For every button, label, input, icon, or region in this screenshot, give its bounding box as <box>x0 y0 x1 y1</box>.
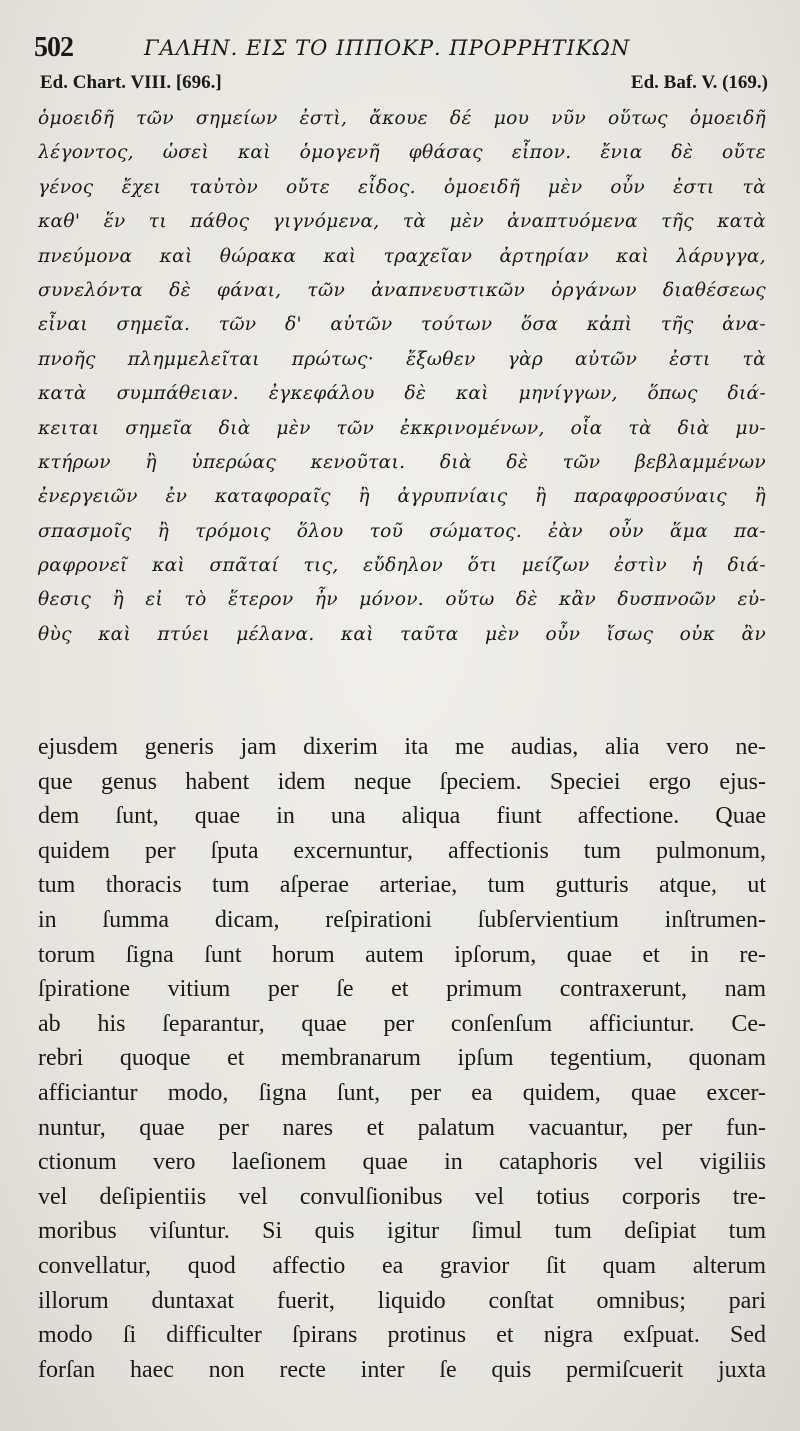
latin-line: nuntur, quae per nares et palatum vacuantur, per fun- <box>38 1114 766 1141</box>
latin-line: afficiantur modo, ſigna ſunt, per ea quidem, quae excer- <box>38 1079 766 1106</box>
latin-line: convellatur, quod affectio ea gravior ſit quam alterum <box>38 1252 766 1279</box>
latin-line: dem ſunt, quae in una aliqua fiunt affectione. Quae <box>38 803 766 830</box>
greek-line: καθ' ἕν τι πάθος γιγνόμενα, τὰ μὲν ἀναπτυόμενα τῆς κατὰ <box>38 211 766 233</box>
latin-line: vel deſipientiis vel convulſionibus vel totius corporis tre- <box>38 1183 766 1210</box>
latin-line: illorum duntaxat fuerit, liquido conſtat omnibus; pari <box>38 1287 766 1314</box>
greek-line: γένος ἔχει ταὐτὸν οὔτε εἶδος. ὁμοειδῆ μὲν οὖν ἐστι τὰ <box>38 176 766 198</box>
latin-line: ab his ſeparantur, quae per conſenſum afficiuntur. Ce- <box>38 1010 766 1037</box>
latin-line: torum ſigna ſunt horum autem ipſorum, quae et in re- <box>38 941 766 968</box>
latin-line: rebri quoque et membranarum ipſum tegentium, quonam <box>38 1045 766 1072</box>
latin-text-block <box>38 730 766 1387</box>
running-head <box>34 32 764 68</box>
greek-line: λέγοντος, ὡσεὶ καὶ ὁμογενῆ φθάσας εἶπον. ἔνια δὲ οὔτε <box>38 142 766 164</box>
greek-line: πνεύμονα καὶ θώρακα καὶ τραχεῖαν ἀρτηρίαν καὶ λάρυγγα, <box>38 245 766 267</box>
latin-line: modo ſi difficulter ſpirans protinus et nigra exſpuat. Sed <box>38 1322 766 1349</box>
latin-line: moribus viſuntur. Si quis igitur ſimul tum deſipiat tum <box>38 1218 766 1245</box>
greek-text-block <box>38 102 766 652</box>
edition-chartier-reference: Ed. Chart. VIII. [696.] <box>40 72 222 93</box>
latin-line: que genus habent idem neque ſpeciem. Speciei ergo ejus- <box>38 768 766 795</box>
latin-line: tum thoracis tum aſperae arteriae, tum gutturis atque, ut <box>38 872 766 899</box>
greek-line: ὁμοειδῆ τῶν σημείων ἐστὶ, ἄκουε δέ μου νῦν οὕτως ὁμοειδῆ <box>38 108 766 129</box>
latin-line: ctionum vero laeſionem quae in cataphoris vel vigiliis <box>38 1149 766 1176</box>
latin-line: ſpiratione vitium per ſe et primum contraxerunt, nam <box>38 976 766 1003</box>
greek-line: κτήρων ἢ ὑπερώας κενοῦται. διὰ δὲ τῶν βεβλαμμένων <box>38 451 766 473</box>
greek-line: συνελόντα δὲ φάναι, τῶν ἀναπνευστικῶν ὀργάνων διαθέσεως <box>38 279 766 301</box>
greek-line: κατὰ συμπάθειαν. ἐγκεφάλου δὲ καὶ μηνίγγων, ὅπως διά- <box>38 383 766 405</box>
greek-line: ἐνεργειῶν ἐν καταφοραῖς ἢ ἀγρυπνίαις ἢ παραφροσύναις ἢ <box>38 486 766 508</box>
greek-line: ραφρονεῖ καὶ σπᾶταί τις, εὔδηλον ὅτι μείζων ἐστὶν ἡ διά- <box>38 555 766 577</box>
latin-line: forſan haec non recte inter ſe quis permiſcuerit juxta <box>38 1356 766 1383</box>
greek-line: πνοῆς πλημμελεῖται πρώτως· ἔξωθεν γὰρ αὐτῶν ἐστι τὰ <box>38 348 766 370</box>
greek-line: εἶναι σημεῖα. τῶν δ' αὐτῶν τούτων ὅσα κἀπὶ τῆς ἀνα- <box>38 314 766 336</box>
latin-line: ejusdem generis jam dixerim ita me audias, alia vero ne- <box>38 734 766 760</box>
latin-line: quidem per ſputa excernuntur, affectionis tum pulmonum, <box>38 837 766 864</box>
edition-reference-line <box>40 72 768 98</box>
greek-line: θὺς καὶ πτύει μέλανα. καὶ ταῦτα μὲν οὖν ἴσως οὐκ ἂν <box>38 623 766 645</box>
greek-line: κειται σημεῖα διὰ μὲν τῶν ἐκκρινομένων, οἷα τὰ διὰ μυ- <box>38 417 766 439</box>
greek-line: σπασμοῖς ἢ τρόμοις ὅλου τοῦ σώματος. ἐὰν οὖν ἅμα πα- <box>38 520 766 542</box>
greek-line: θεσις ἢ εἰ τὸ ἕτερον ἦν μόνον. οὕτω δὲ κἂν δυσπνοῶν εὐ- <box>38 589 766 611</box>
latin-line: in ſumma dicam, reſpirationi ſubſervientium inſtrumen- <box>38 906 766 933</box>
running-title: ΓΑΛΗΝ. ΕΙΣ ΤΟ ΙΠΠΟΚΡ. ΠΡΟΡΡΗΤΙΚΩΝ <box>144 36 631 60</box>
page-number: 502 <box>34 32 73 63</box>
edition-basel-reference: Ed. Baf. V. (169.) <box>630 72 768 93</box>
